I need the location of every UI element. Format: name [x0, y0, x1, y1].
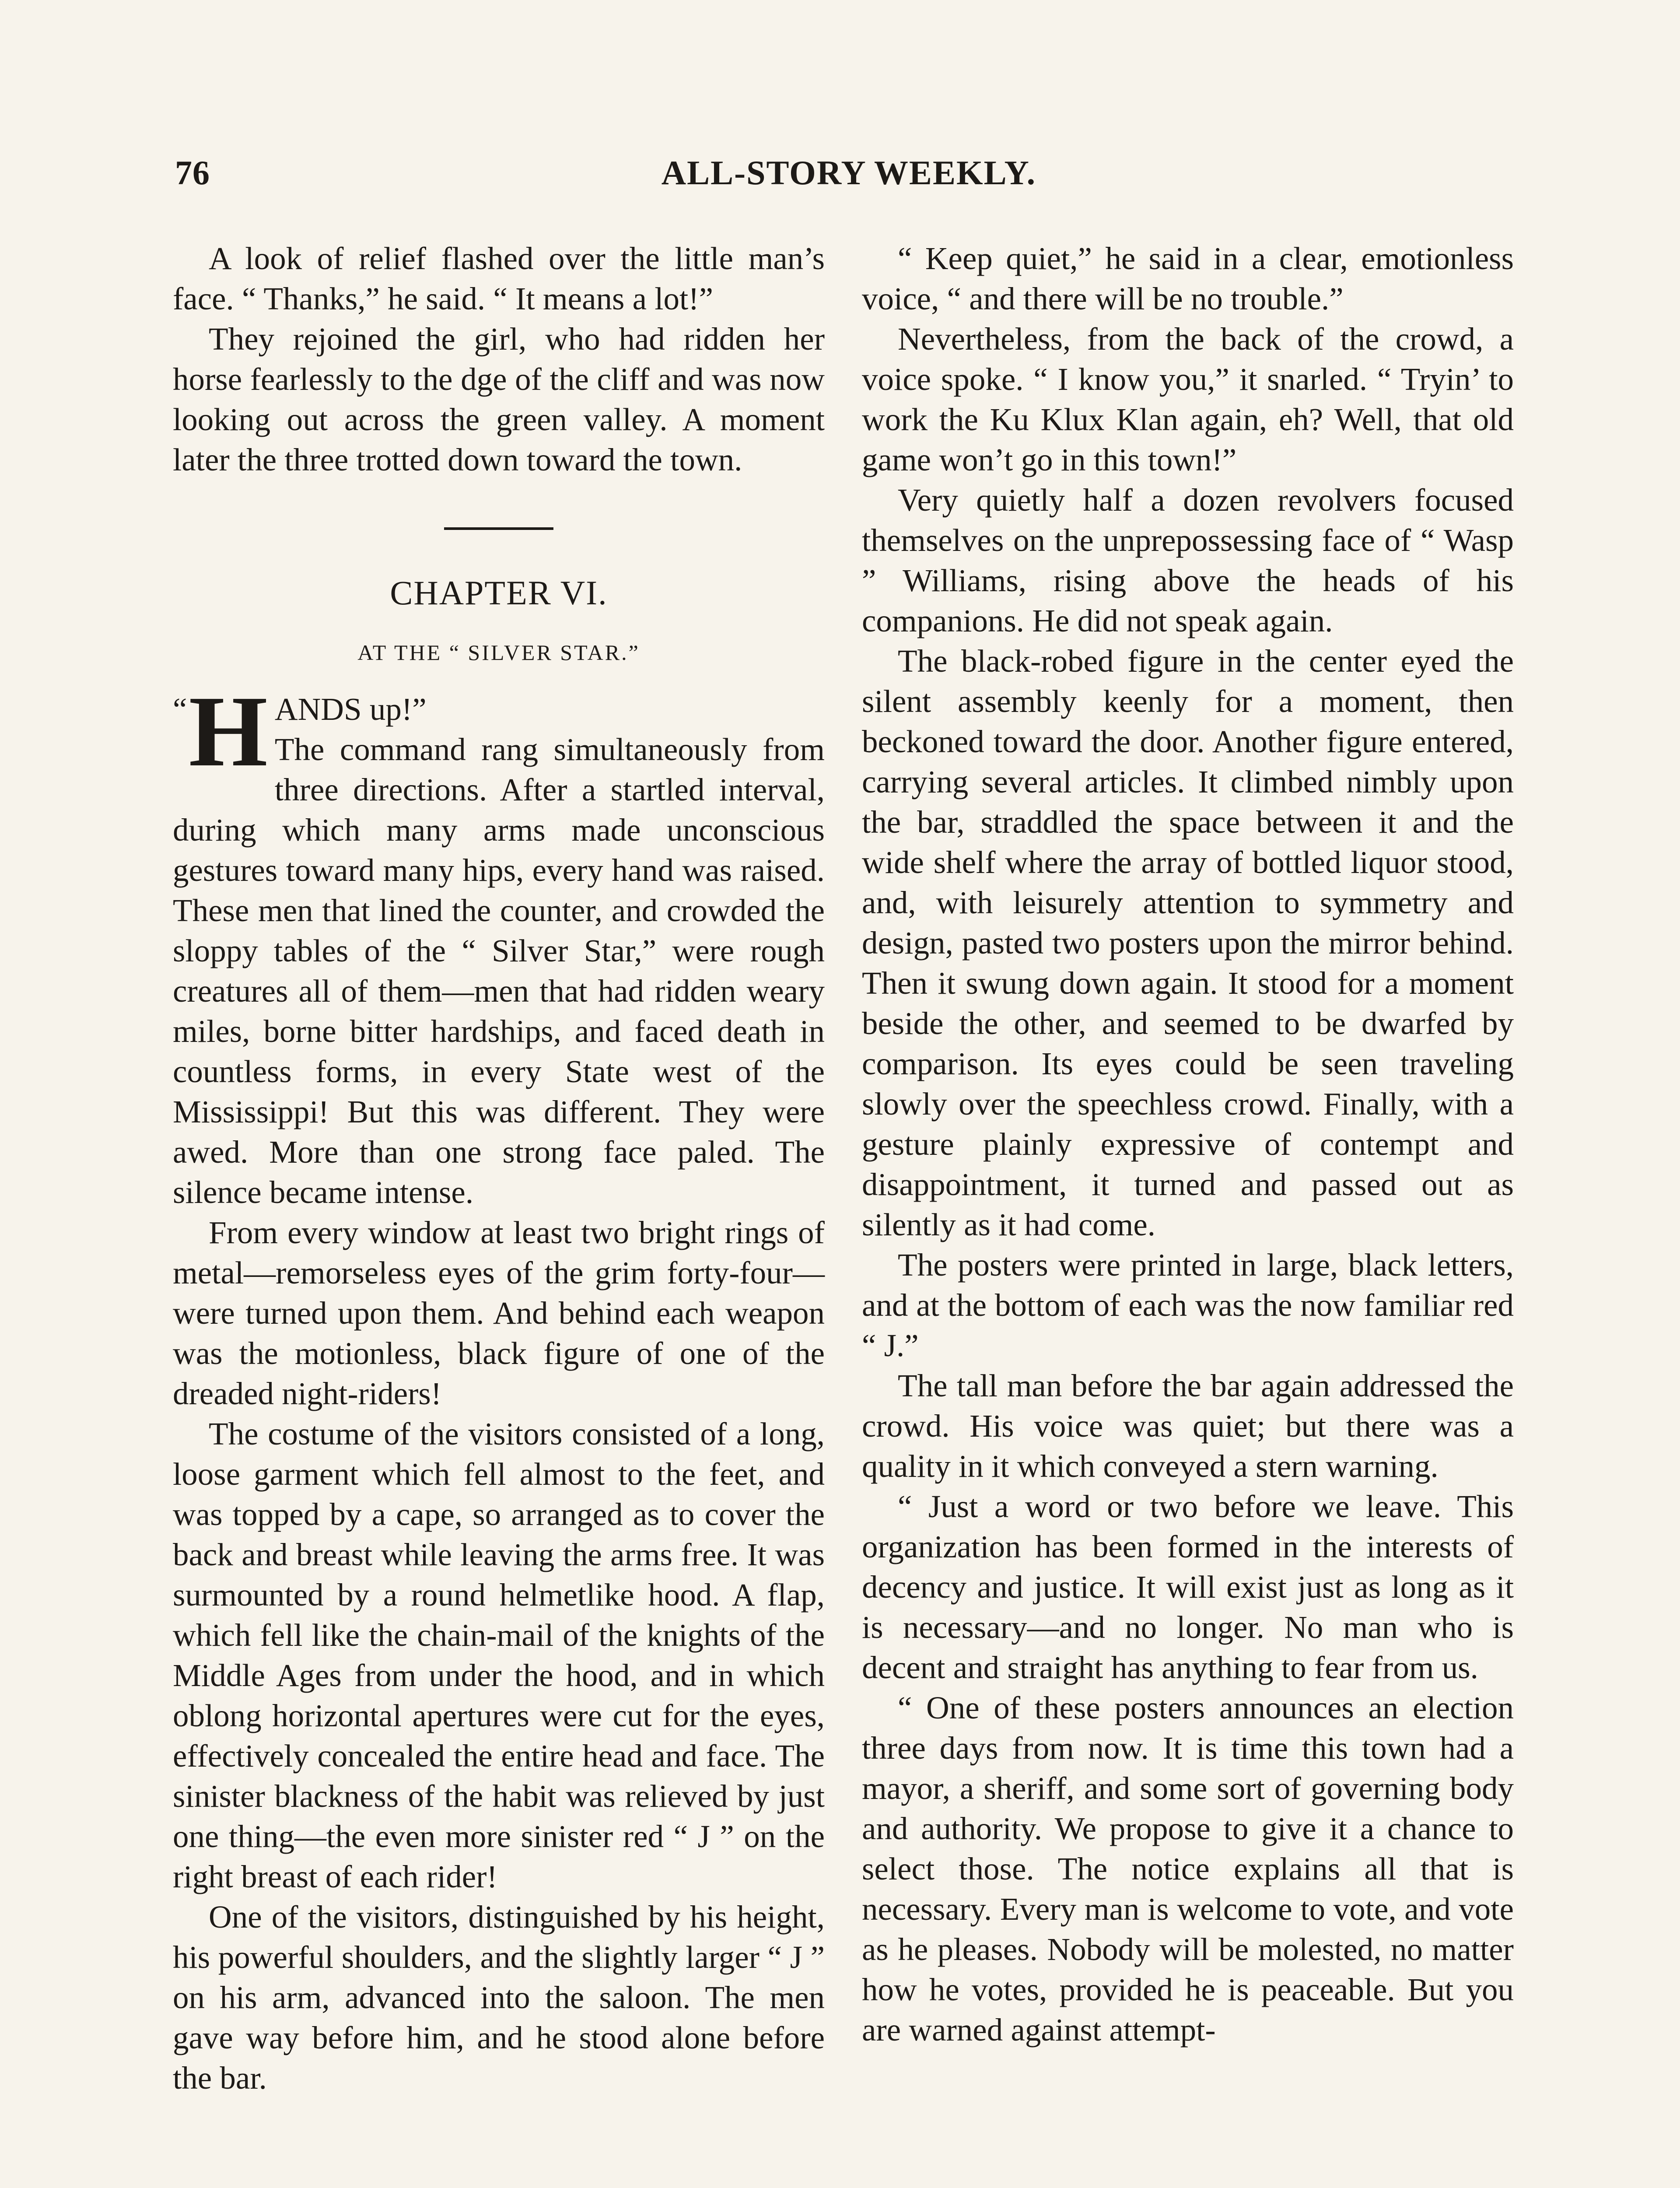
paragraph: Nevertheless, from the back of the crowd, a voice spoke. “ I know you,” it snarled. “ Tryin’ to work the Ku Klux Klan again, eh? Well, that old game won’t go in this town!” — [862, 321, 1514, 477]
paragraph: The costume of the visitors consisted of a long, loose garment which fell almost to the feet, and was topped by a cape, so arranged as to cover the back and breast while leaving the arms free. It was surmounted by a round helmetlike hood. A flap, which fell like the chain-mail of the knights of the Middle Ages from under the hood, and in which oblong horizontal apertures were cut for the eyes, effectively concealed the entire head and face. The sinister blackness of the habit was relieved by just one thing—the even more sinister red “ J ” on the right breast of each rider! — [173, 1416, 825, 1894]
chapter-title: CHAPTER VI. — [390, 574, 608, 612]
paragraph: Very quietly half a dozen revolvers focused themselves on the unprepossessing face of “ Wasp ” Williams, rising above the heads of his companions. He did not speak again. — [862, 482, 1514, 638]
paragraph: The posters were printed in large, black letters, and at the bottom of each was the now familiar red “ J.” — [862, 1247, 1514, 1363]
paragraph: A look of relief flashed over the little man’s face. “ Thanks,” he said. “ It means a lot!” — [173, 241, 825, 316]
section-divider — [444, 527, 553, 530]
dropcap-open-quote: “ — [173, 691, 187, 727]
paragraph: “ Just a word or two before we leave. This organization has been formed in the interests of decency and justice. It will exist just as long as it is necessary—and no longer. No man who is decent and straight has anything to fear from us. — [862, 1489, 1514, 1685]
paragraph: The tall man before the bar again addressed the crowd. His voice was quiet; but there was a quality in it which conveyed a stern warning. — [862, 1368, 1514, 1484]
page-header — [175, 153, 1522, 206]
running-title: ALL-STORY WEEKLY. — [661, 154, 1036, 192]
paragraph: “ Keep quiet,” he said in a clear, emotionless voice, “ and there will be no trouble.” — [862, 241, 1514, 316]
paragraph: One of the visitors, distinguished by his height, his powerful shoulders, and the slightly larger “ J ” on his arm, advanced into the saloon. The men gave way before him, and he stood alone before the bar. — [173, 1899, 825, 2096]
paragraph: From every window at least two bright rings of metal—remorseless eyes of the grim forty-four—were turned upon them. And behind each weapon was the motionless, black figure of one of the dreaded night-riders! — [173, 1215, 825, 1411]
paragraph: The black-robed figure in the center eyed the silent assembly keenly for a moment, then beckoned toward the door. Another figure entered, carrying several articles. It climbed nimbly upon the bar, straddled the space between it and the wide shelf where the array of bottled liquor stood, and, with leisurely attention to symmetry and design, pasted two posters upon the mirror behind. Then it swung down again. It stood for a moment beside the other, and seemed to be dwarfed by comparison. Its eyes could be seen traveling slowly over the speechless crowd. Finally, with a gesture plainly expressive of contempt and disappointment, it turned and passed out as silently as it had come. — [862, 643, 1514, 1242]
paragraph: “ One of these posters announces an election three days from now. It is time this town had a mayor, a sheriff, and some sort of governing body and authority. We propose to give it a chance to select those. The notice explains all that is necessary. Every man is welcome to vote, and vote as he pleases. Nobody will be molested, no matter how he votes, provided he is peaceable. But you are warned against attempt- — [862, 1690, 1514, 2048]
left-column — [173, 238, 825, 2098]
right-column — [862, 238, 1514, 2050]
opening-lead: ANDS up!” — [274, 691, 427, 727]
chapter-subtitle: AT THE “ SILVER STAR.” — [357, 640, 640, 665]
opening-text: The command rang simultaneously from three directions. After a startled interval, during which many arms made unconscious gestures toward many hips, every hand was raised. These men that lined the counter, and crowded the sloppy tables of the “ Silver Star,” were rough creatures all of them—men that had ridden weary miles, borne bitter hardships, and faced death in countless forms, in every State west of the Mississippi! But this was different. They were awed. More than one strong face paled. The silence became intense. — [173, 732, 825, 1210]
opening-paragraph — [173, 675, 825, 1213]
dropcap-letter: H — [189, 675, 268, 788]
page-number: 76 — [175, 154, 210, 192]
paragraph: They rejoined the girl, who had ridden her horse fearlessly to the dge of the cliff and was now looking out across the green valley. A moment later the three trotted down toward the town. — [173, 321, 825, 477]
